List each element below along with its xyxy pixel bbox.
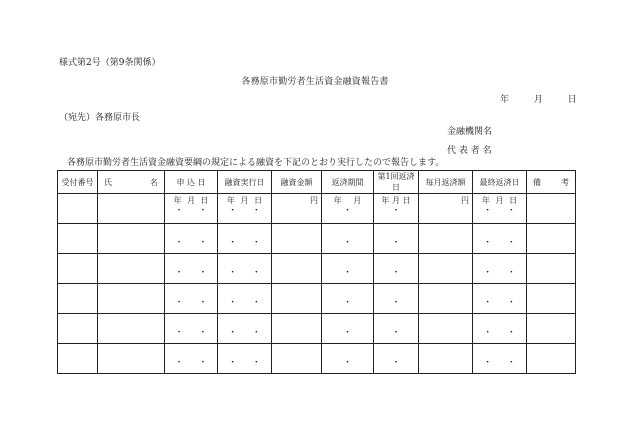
cell-first-repay-date: 年 月 日 ・ xyxy=(374,194,419,224)
cell-first-repay-date: ・ xyxy=(374,344,419,374)
date-day: 日 xyxy=(567,95,577,105)
first-repay-dot: ・ xyxy=(391,206,401,216)
cell-first-repay-date: ・ xyxy=(374,314,419,344)
cell-application-date: ・ ・ xyxy=(165,284,218,314)
cell-loan-amount xyxy=(272,254,322,284)
form-number: 様式第2号（第9条関係） xyxy=(59,58,161,68)
date-year: 年 xyxy=(500,95,510,105)
cell-loan-amount: 円 xyxy=(272,194,322,224)
cell-monthly-repay xyxy=(419,224,473,254)
cell-name xyxy=(98,224,165,254)
col-final-repay-date: 最終返済日 xyxy=(473,171,527,194)
cell-loan-exec-date: ・ ・ xyxy=(218,284,272,314)
cell-remarks xyxy=(527,254,576,284)
cell-first-repay-date: ・ xyxy=(374,224,419,254)
cell-loan-amount xyxy=(272,284,322,314)
table-row xyxy=(58,254,576,284)
col-repay-period: 返済期間 xyxy=(322,171,374,194)
cell-name xyxy=(98,344,165,374)
col-receipt-no: 受付番号 xyxy=(58,171,98,194)
cell-remarks xyxy=(527,194,576,224)
cell-final-repay-date: 年 月 日 ・ ・ xyxy=(473,194,527,224)
cell-final-repay-date: ・ ・ xyxy=(473,314,527,344)
col-monthly-repay: 毎月返済額 xyxy=(419,171,473,194)
col-remarks: 備 考 xyxy=(527,171,576,194)
cell-loan-amount xyxy=(272,344,322,374)
table-row xyxy=(58,194,576,224)
body-text: 各務原市勤労者生活資金融資要綱の規定による融資を下記のとおり実行したので報告します。 xyxy=(67,158,445,168)
cell-remarks xyxy=(527,344,576,374)
cell-final-repay-date: ・ ・ xyxy=(473,284,527,314)
col-application-date: 申 込 日 xyxy=(165,171,218,194)
cell-loan-exec-date: ・ ・ xyxy=(218,314,272,344)
table-row xyxy=(58,224,576,254)
cell-repay-period: ・ xyxy=(322,284,374,314)
cell-name xyxy=(98,314,165,344)
col-loan-amount: 融資金額 xyxy=(272,171,322,194)
cell-name xyxy=(98,284,165,314)
table-row xyxy=(58,314,576,344)
cell-remarks xyxy=(527,224,576,254)
cell-application-date: 年 月 日 ・ ・ xyxy=(165,194,218,224)
cell-loan-amount xyxy=(272,314,322,344)
table-header-row xyxy=(58,171,576,194)
col-name: 氏 名 xyxy=(98,171,165,194)
cell-repay-period: ・ xyxy=(322,254,374,284)
cell-loan-exec-date: ・ ・ xyxy=(218,344,272,374)
addressee: （宛先）各務原市長 xyxy=(59,113,141,123)
cell-application-date: ・ ・ xyxy=(165,224,218,254)
cell-remarks xyxy=(527,284,576,314)
cell-monthly-repay xyxy=(419,254,473,284)
cell-receipt-no xyxy=(58,194,98,224)
date-month: 月 xyxy=(533,95,543,105)
cell-repay-period: ・ xyxy=(322,224,374,254)
cell-name xyxy=(98,194,165,224)
col-first-repay-date: 第1回返済日 xyxy=(374,171,419,194)
cell-repay-period: ・ xyxy=(322,314,374,344)
cell-repay-period: 年 月 ・ xyxy=(322,194,374,224)
document-title: 各務原市勤労者生活資金融資報告書 xyxy=(241,77,389,87)
cell-first-repay-date: ・ xyxy=(374,284,419,314)
cell-first-repay-date: ・ xyxy=(374,254,419,284)
cell-receipt-no xyxy=(58,284,98,314)
report-date xyxy=(500,92,577,105)
cell-loan-exec-date: ・ ・ xyxy=(218,254,272,284)
cell-receipt-no xyxy=(58,254,98,284)
cell-remarks xyxy=(527,314,576,344)
cell-loan-exec-date: 年 月 日 ・ ・ xyxy=(218,194,272,224)
cell-final-repay-date: ・ ・ xyxy=(473,224,527,254)
cell-monthly-repay xyxy=(419,284,473,314)
table-row xyxy=(58,284,576,314)
loan-report-table xyxy=(57,170,576,374)
cell-receipt-no xyxy=(58,224,98,254)
bank-name-label: 金融機関名 xyxy=(447,127,493,137)
cell-repay-period: ・ xyxy=(322,344,374,374)
representative-label: 代 表 者 名 xyxy=(447,146,492,156)
cell-name xyxy=(98,254,165,284)
table-row xyxy=(58,344,576,374)
cell-receipt-no xyxy=(58,314,98,344)
cell-receipt-no xyxy=(58,344,98,374)
cell-application-date: ・ ・ xyxy=(165,314,218,344)
cell-loan-exec-date: ・ ・ xyxy=(218,224,272,254)
cell-monthly-repay: 円 xyxy=(419,194,473,224)
col-loan-exec-date: 融資実行日 xyxy=(218,171,272,194)
cell-monthly-repay xyxy=(419,344,473,374)
cell-application-date: ・ ・ xyxy=(165,254,218,284)
cell-loan-amount xyxy=(272,224,322,254)
cell-final-repay-date: ・ ・ xyxy=(473,344,527,374)
cell-final-repay-date: ・ ・ xyxy=(473,254,527,284)
cell-monthly-repay xyxy=(419,314,473,344)
cell-application-date: ・ ・ xyxy=(165,344,218,374)
